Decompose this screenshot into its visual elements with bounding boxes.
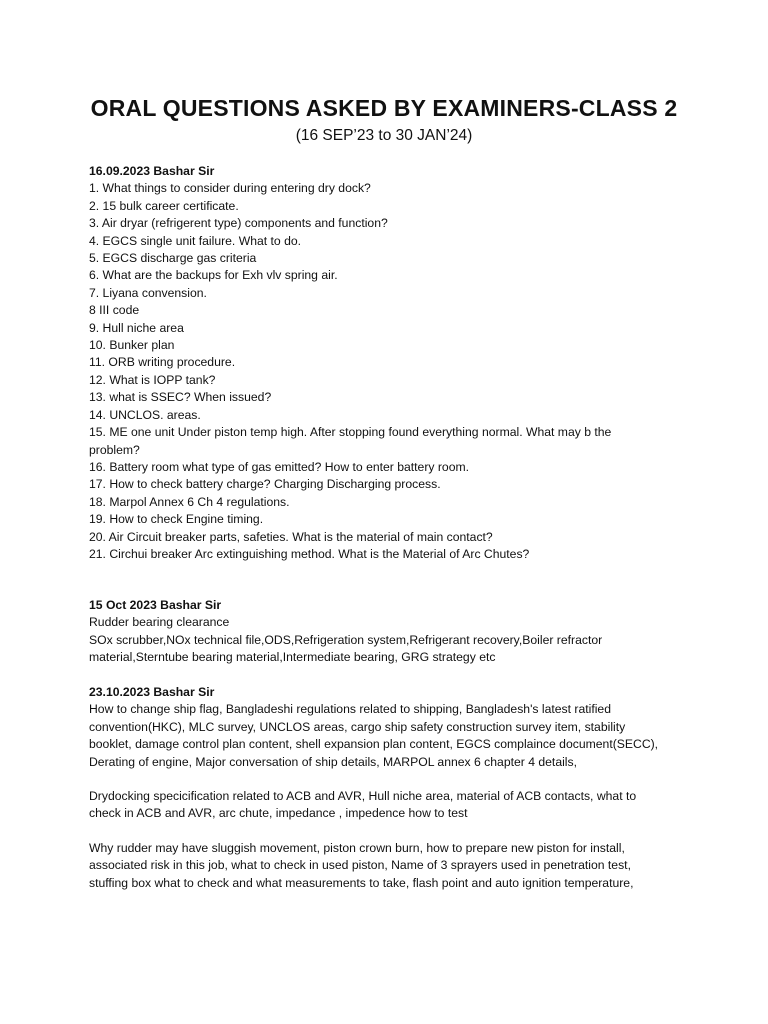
list-item: 9. Hull niche area bbox=[89, 320, 184, 335]
text-line: check in ACB and AVR, arc chute, impedance , impedence how to test bbox=[89, 806, 468, 821]
list-item: 1. What things to consider during entering dry dock? bbox=[89, 181, 371, 196]
section-15-oct-2023 bbox=[89, 597, 689, 667]
section-heading: 16.09.2023 Bashar Sir bbox=[89, 164, 215, 178]
list-item: 15. ME one unit Under piston temp high. After stopping found everything normal. What may b the bbox=[89, 425, 612, 440]
paragraph bbox=[89, 701, 689, 771]
text-line: associated risk in this job, what to check in used piston, Name of 3 sprayers used in penetration test, bbox=[89, 858, 631, 873]
list-item: 7. Liyana convension. bbox=[89, 285, 207, 300]
list-item: 11. ORB writing procedure. bbox=[89, 355, 236, 370]
text-line: Drydocking specicification related to ACB and AVR, Hull niche area, material of ACB contacts, what to bbox=[89, 789, 637, 803]
list-item: 18. Marpol Annex 6 Ch 4 regulations. bbox=[89, 494, 290, 509]
list-item: 2. 15 bulk career certificate. bbox=[89, 198, 239, 213]
list-item: 12. What is IOPP tank? bbox=[89, 372, 216, 387]
list-item: 3. Air dryar (refrigerent type) components and function? bbox=[89, 216, 388, 231]
section-16-09-2023 bbox=[89, 163, 689, 563]
text-line: booklet, damage control plan content, shell expansion plan content, EGCS complaince document(SECC), bbox=[89, 737, 659, 752]
section-heading: 23.10.2023 Bashar Sir bbox=[89, 685, 215, 699]
list-item: 4. EGCS single unit failure. What to do. bbox=[89, 233, 302, 248]
list-item: 17. How to check battery charge? Charging Discharging process. bbox=[89, 477, 441, 492]
list-item: 8 III code bbox=[89, 303, 140, 318]
list-item: 13. what is SSEC? When issued? bbox=[89, 390, 272, 405]
section-23-10-2023 bbox=[89, 684, 689, 771]
paragraph bbox=[89, 840, 689, 892]
text-line: material,Sterntube bearing material,Intermediate bearing, GRG strategy etc bbox=[89, 650, 496, 665]
list-item: problem? bbox=[89, 442, 140, 457]
list-item: 6. What are the backups for Exh vlv spring air. bbox=[89, 268, 338, 283]
document-title: ORAL QUESTIONS ASKED BY EXAMINERS-CLASS 2 bbox=[90, 95, 678, 121]
question-list bbox=[89, 180, 689, 563]
text-line: stuffing box what to check and what measurements to take, flash point and auto ignition temperature, bbox=[89, 875, 634, 890]
section-heading: 15 Oct 2023 Bashar Sir bbox=[89, 598, 222, 612]
text-line: convention(HKC), MLC survey, UNCLOS areas, cargo ship safety construction survey item, stability bbox=[89, 719, 626, 734]
list-item: 20. Air Circuit breaker parts, safeties. What is the material of main contact? bbox=[89, 529, 493, 544]
text-line: Rudder bearing clearance bbox=[89, 615, 230, 630]
list-item: 10. Bunker plan bbox=[89, 338, 175, 353]
list-item: 19. How to check Engine timing. bbox=[89, 512, 264, 527]
text-line: How to change ship flag, Bangladeshi regulations related to shipping, Bangladesh's latest ratified bbox=[89, 702, 611, 717]
paragraph bbox=[89, 788, 689, 823]
list-item: 21. Circhui breaker Arc extinguishing method. What is the Material of Arc Chutes? bbox=[89, 546, 530, 561]
document-subtitle: (16 SEP’23 to 30 JAN’24) bbox=[295, 127, 473, 144]
text-line: Derating of engine, Major conversation of ship details, MARPOL annex 6 chapter 4 details, bbox=[89, 754, 577, 769]
text-line: Why rudder may have sluggish movement, piston crown burn, how to prepare new piston for install, bbox=[89, 841, 625, 855]
text-line: SOx scrubber,NOx technical file,ODS,Refrigeration system,Refrigerant recovery,Boiler refractor bbox=[89, 632, 603, 647]
list-item: 5. EGCS discharge gas criteria bbox=[89, 251, 257, 266]
list-item: 16. Battery room what type of gas emitted? How to enter battery room. bbox=[89, 459, 470, 474]
list-item: 14. UNCLOS. areas. bbox=[89, 407, 201, 422]
